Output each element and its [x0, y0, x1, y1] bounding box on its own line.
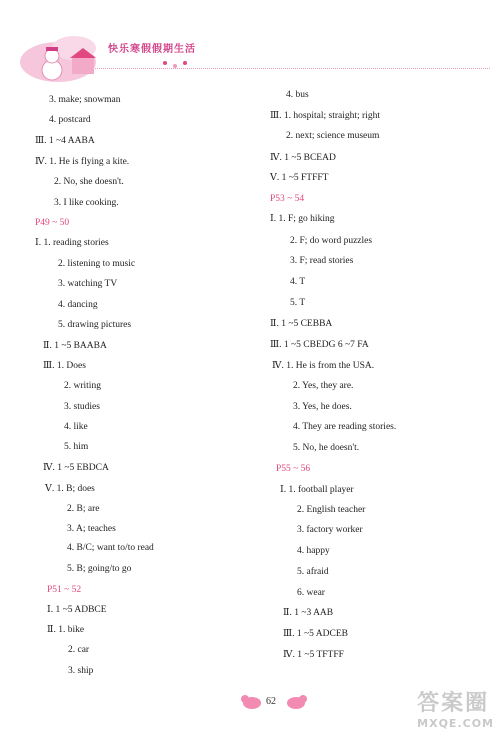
answer-line: Ⅴ. 1. B; does — [45, 484, 95, 494]
answer-line: 5. T — [290, 298, 306, 308]
answer-line: Ⅰ. 1. F; go hiking — [270, 214, 335, 224]
answer-line: Ⅲ. 1 ~4 AABA — [35, 136, 95, 146]
section-heading: P49 ~ 50 — [35, 218, 70, 228]
answer-line: 2. B; are — [67, 504, 100, 514]
answer-line: 2. No, she doesn't. — [54, 177, 124, 187]
answer-line: Ⅳ. 1 ~5 EBDCA — [43, 463, 109, 473]
watermark-main: 答案圈 — [417, 691, 490, 716]
page-number: 62 — [266, 696, 276, 707]
answer-line: 2. listening to music — [58, 259, 136, 269]
answer-line: 5. afraid — [297, 567, 329, 577]
answer-line: 4. happy — [297, 546, 330, 556]
answer-line: 5. drawing pictures — [58, 320, 132, 330]
answer-line: 4. dancing — [58, 300, 98, 310]
header-title: 快乐寒假假期生活 — [108, 44, 196, 55]
answer-line: Ⅰ. 1. reading stories — [35, 238, 109, 248]
answer-line: 5. B; going/to go — [67, 564, 132, 574]
answer-line: Ⅰ. 1. football player — [280, 485, 354, 495]
answer-line: 3. Yes, he does. — [293, 402, 352, 412]
answer-line: Ⅳ. 1. He is from the USA. — [272, 361, 375, 371]
page-header — [0, 0, 500, 95]
answer-line: 4. T — [290, 277, 306, 287]
watermark-sub: MXQE.COM — [417, 717, 494, 730]
answer-line: Ⅱ. 1 ~3 AAB — [283, 608, 334, 618]
answer-line: 2. English teacher — [297, 505, 366, 515]
answer-line: 6. wear — [297, 588, 325, 598]
answer-line: 4. postcard — [49, 115, 91, 125]
answer-line: Ⅲ. 1. Does — [43, 361, 86, 371]
answer-line: Ⅴ. 1 ~5 FTFFT — [270, 173, 329, 183]
section-heading: P55 ~ 56 — [276, 464, 311, 474]
answer-line: 2. next; science museum — [286, 131, 380, 141]
header-decoration — [0, 0, 500, 95]
answer-line: Ⅱ. 1 ~5 CEBBA — [270, 319, 333, 329]
answer-line: 2. car — [68, 645, 90, 655]
answer-line: 4. bus — [286, 90, 309, 100]
answer-line: 3. watching TV — [58, 279, 118, 289]
answer-line: Ⅳ. 1 ~5 BCEAD — [270, 153, 336, 163]
answer-line: 3. make; snowman — [49, 95, 121, 105]
answer-line: Ⅱ. 1 ~5 BAABA — [43, 341, 107, 351]
answer-line: 3. A; teaches — [67, 524, 116, 534]
answer-line: 4. like — [64, 422, 88, 432]
answer-line: 2. Yes, they are. — [293, 381, 354, 391]
answer-line: Ⅱ. 1. bike — [47, 625, 85, 635]
answer-line: Ⅳ. 1. He is flying a kite. — [35, 157, 130, 167]
section-heading: P53 ~ 54 — [270, 194, 305, 204]
answer-line: 4. B/C; want to/to read — [67, 543, 154, 553]
answer-line: 4. They are reading stories. — [293, 422, 397, 432]
answer-line: Ⅲ. 1 ~5 ADCEB — [283, 629, 348, 639]
answer-line: 2. F; do word puzzles — [290, 236, 373, 246]
watermark — [417, 686, 494, 730]
answer-line: 5. No, he doesn't. — [293, 443, 360, 453]
answer-line: 3. I like cooking. — [54, 198, 119, 208]
answer-line: Ⅰ. 1 ~5 ADBCE — [47, 605, 107, 615]
answer-line: Ⅳ. 1 ~5 TFTFF — [283, 650, 344, 660]
answer-line: 3. studies — [64, 402, 100, 412]
answer-line: 3. ship — [68, 666, 94, 676]
answer-line: 3. F; read stories — [290, 256, 354, 266]
section-heading: P51 ~ 52 — [47, 585, 82, 595]
answer-line: Ⅲ. 1 ~5 CBEDG 6 ~7 FA — [270, 340, 369, 350]
answer-line: 2. writing — [64, 381, 101, 391]
answer-line: Ⅲ. 1. hospital; straight; right — [270, 111, 380, 121]
answer-line: 3. factory worker — [297, 525, 363, 535]
header-divider — [95, 68, 490, 69]
answer-line: 5. him — [64, 442, 89, 452]
